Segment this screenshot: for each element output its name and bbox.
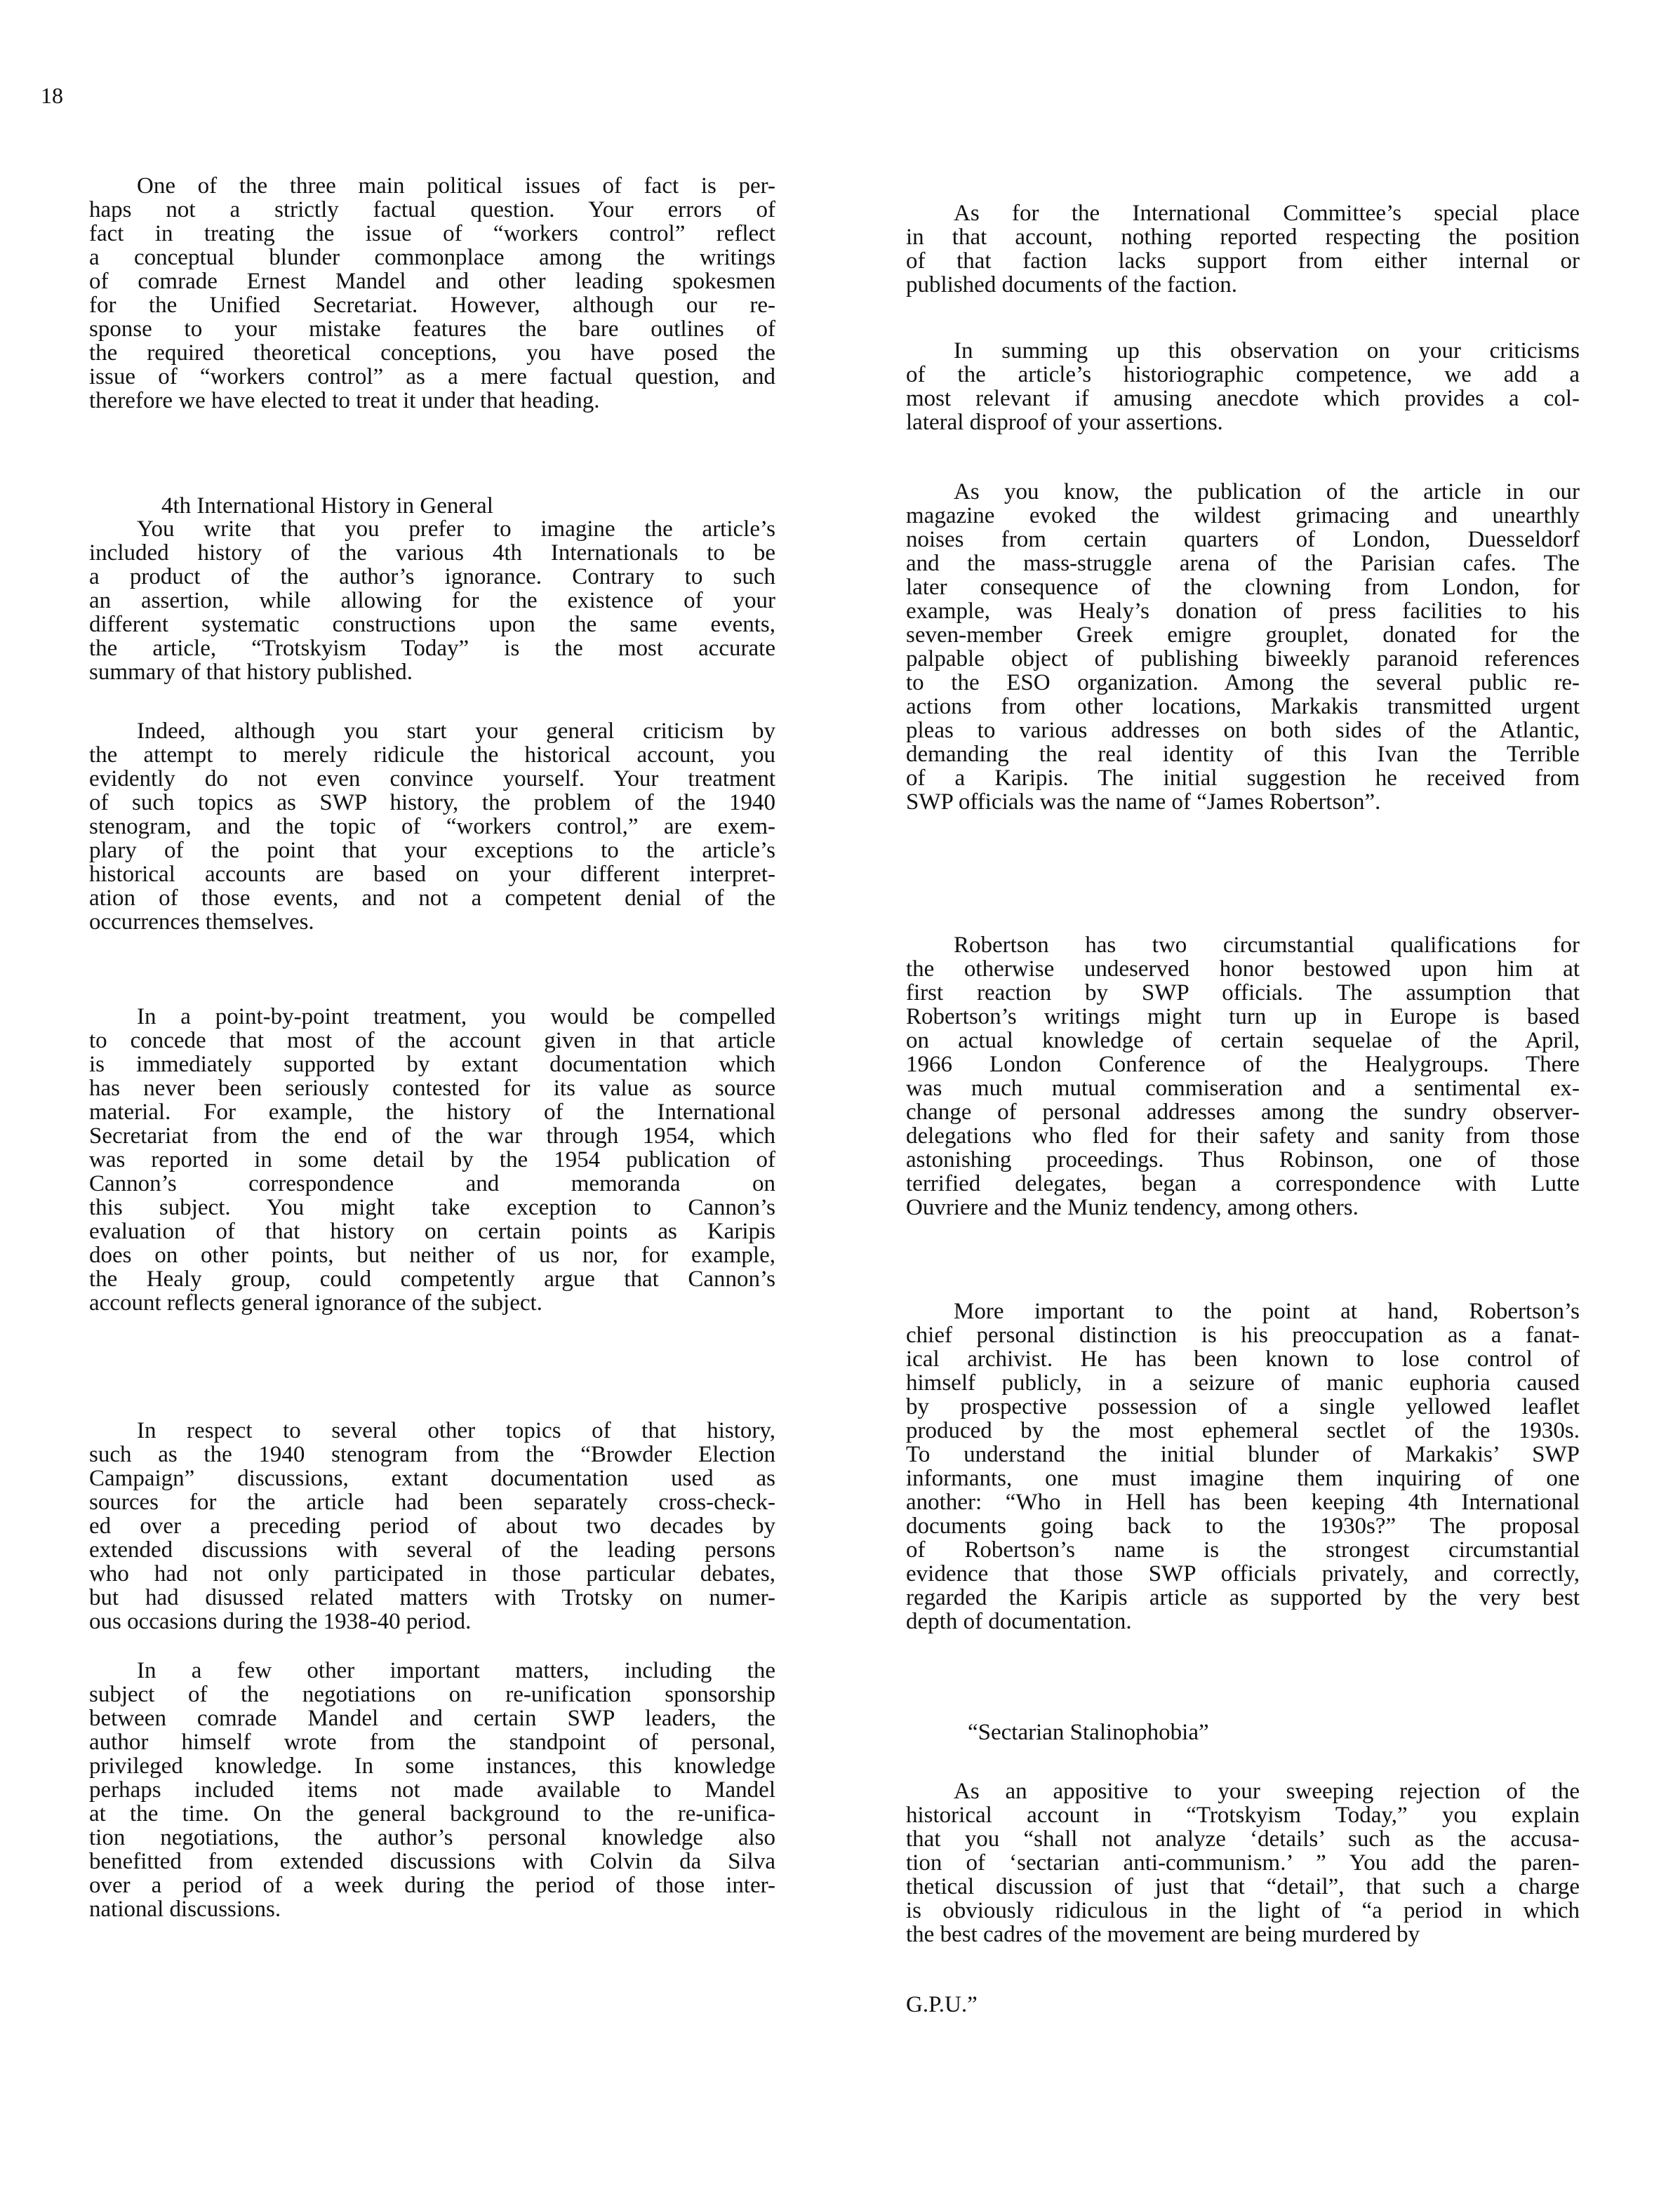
text-line: sources for the article had been separately cross-check- [89, 1490, 775, 1514]
text-line: plary of the point that your exceptions to the article’s [89, 838, 775, 862]
text-line: Ouvriere and the Muniz tendency, among others. [906, 1196, 1359, 1220]
text-line: In respect to several other topics of that history, [137, 1419, 775, 1443]
text-line: the required theoretical conceptions, you have posed the [89, 341, 775, 365]
text-line: over a period of a week during the period of those inter- [89, 1873, 775, 1897]
text-line: seven-member Greek emigre grouplet, donated for the [906, 623, 1580, 647]
text-line: of a Karipis. The initial suggestion he received from [906, 766, 1580, 790]
text-line: sponse to your mistake features the bare outlines of [89, 317, 775, 341]
text-line: Campaign” discussions, extant documentation used as [89, 1466, 775, 1490]
text-line: most relevant if amusing anecdote which provides a col- [906, 387, 1580, 410]
text-line: author himself wrote from the standpoint of personal, [89, 1730, 775, 1754]
text-line: As an appositive to your sweeping rejection of the [954, 1779, 1580, 1803]
text-line: to concede that most of the account given in that article [89, 1029, 775, 1053]
text-line: material. For example, the history of the International [89, 1100, 775, 1124]
text-line: on actual knowledge of certain sequelae of the April, [906, 1029, 1580, 1053]
text-line: palpable object of publishing biweekly paranoid references [906, 647, 1580, 671]
left-column-paragraph [89, 517, 775, 684]
text-line: later consequence of the clowning from London, for [906, 575, 1580, 599]
left-column-paragraph [89, 1419, 775, 1633]
text-line: fact in treating the issue of “workers control” reflect [89, 222, 775, 246]
text-line: In a few other important matters, including the [137, 1659, 775, 1683]
text-line: Robertson’s writings might turn up in Europe is based [906, 1005, 1580, 1029]
text-line: tion of ‘sectarian anti-communism.’ ” You add the paren- [906, 1851, 1580, 1875]
text-line: pleas to various addresses on both sides of the Atlantic, [906, 719, 1580, 742]
text-line: evidently do not even convince yourself. Your treatment [89, 767, 775, 791]
text-line: depth of documentation. [906, 1610, 1132, 1633]
text-line: chief personal distinction is his preoccupation as a fanat- [906, 1323, 1580, 1347]
text-line: regarded the Karipis article as supported by the very best [906, 1586, 1580, 1610]
text-line: benefitted from extended discussions with Colvin da Silva [89, 1850, 775, 1873]
text-line: change of personal addresses among the sundry observer- [906, 1100, 1580, 1124]
text-line: ation of those events, and not a competent denial of the [89, 886, 775, 910]
text-line: ous occasions during the 1938-40 period. [89, 1610, 472, 1633]
page-number: 18 [41, 83, 63, 108]
text-line: who had not only participated in those particular debates, [89, 1562, 775, 1586]
text-line: is obviously ridiculous in the light of “a period in which [906, 1899, 1580, 1923]
right-column-paragraph [906, 480, 1580, 814]
text-line: 1966 London Conference of the Healygroups. There [906, 1053, 1580, 1076]
text-line: evaluation of that history on certain points as Karipis [89, 1220, 775, 1243]
text-line: ed over a preceding period of about two decades by [89, 1514, 775, 1538]
text-line: delegations who fled for their safety and sanity from those [906, 1124, 1580, 1148]
text-line: at the time. On the general background to the re-unifica- [89, 1802, 775, 1826]
text-line: of comrade Ernest Mandel and other leading spokesmen [89, 269, 775, 293]
text-line: an assertion, while allowing for the existence of your [89, 589, 775, 613]
text-line: for the Unified Secretariat. However, although our re- [89, 293, 775, 317]
text-line: in that account, nothing reported respecting the position [906, 225, 1580, 249]
text-line: account reflects general ignorance of the subject. [89, 1291, 542, 1315]
text-line: that you “shall not analyze ‘details’ such as the accusa- [906, 1827, 1580, 1851]
right-column-paragraph [906, 1299, 1580, 1633]
right-column-paragraph [906, 933, 1580, 1220]
text-line: this subject. You might take exception to Cannon’s [89, 1196, 775, 1220]
text-line: of such topics as SWP history, the problem of the 1940 [89, 791, 775, 815]
text-line: noises from certain quarters of London, Duesseldorf [906, 528, 1580, 552]
text-line: As you know, the publication of the article in our [954, 480, 1580, 504]
text-line: tion negotiations, the author’s personal knowledge also [89, 1826, 775, 1850]
text-line: occurrences themselves. [89, 910, 314, 934]
text-line: documents going back to the 1930s?” The proposal [906, 1514, 1580, 1538]
text-line: by prospective possession of a single yellowed leaflet [906, 1395, 1580, 1419]
text-line: is immediately supported by extant documentation which [89, 1053, 775, 1076]
text-line: a product of the author’s ignorance. Contrary to such [89, 565, 775, 589]
text-line: perhaps included items not made available to Mandel [89, 1778, 775, 1802]
text-line: magazine evoked the wildest grimacing and unearthly [906, 504, 1580, 528]
text-line: lateral disproof of your assertions. [906, 410, 1223, 434]
text-line: was reported in some detail by the 1954 publication of [89, 1148, 775, 1172]
text-line: issue of “workers control” as a mere factual question, and [89, 365, 775, 389]
text-line: published documents of the faction. [906, 273, 1237, 297]
text-line: has never been seriously contested for its value as source [89, 1076, 775, 1100]
text-line: himself publicly, in a seizure of manic euphoria caused [906, 1371, 1580, 1395]
text-line: ical archivist. He has been known to lose control of [906, 1347, 1580, 1371]
text-line: of Robertson’s name is the strongest circumstantial [906, 1538, 1580, 1562]
text-line: summary of that history published. [89, 660, 413, 684]
text-line: Secretariat from the end of the war through 1954, which [89, 1124, 775, 1148]
text-line: produced by the most ephemeral sectlet of the 1930s. [906, 1419, 1580, 1443]
text-line: Robertson has two circumstantial qualifications for [954, 933, 1580, 957]
text-line: subject of the negotiations on re-unification sponsorship [89, 1683, 775, 1706]
text-line: One of the three main political issues of fact is per- [137, 174, 775, 198]
text-line: In summing up this observation on your criticisms [954, 339, 1580, 363]
text-line: extended discussions with several of the leading persons [89, 1538, 775, 1562]
text-line: included history of the various 4th Internationals to be [89, 541, 775, 565]
text-line: Cannon’s correspondence and memoranda on [89, 1172, 775, 1196]
text-line: example, was Healy’s donation of press facilities to his [906, 599, 1580, 623]
text-line: privileged knowledge. In some instances, this knowledge [89, 1754, 775, 1778]
text-line: historical account in “Trotskyism Today,” you explain [906, 1803, 1580, 1827]
left-column-paragraph [89, 1005, 775, 1315]
text-line: actions from other locations, Markakis transmitted urgent [906, 695, 1580, 719]
section-heading-sectarian-stalinophobia: “Sectarian Stalinophobia” [968, 1720, 1209, 1745]
text-line: such as the 1940 stenogram from the “Browder Election [89, 1443, 775, 1466]
text-line: More important to the point at hand, Robertson’s [954, 1299, 1580, 1323]
text-line: another: “Who in Hell has been keeping 4th International [906, 1490, 1580, 1514]
text-line: historical accounts are based on your different interpret- [89, 862, 775, 886]
text-line: terrified delegates, began a correspondence with Lutte [906, 1172, 1580, 1196]
text-line: In a point-by-point treatment, you would be compelled [137, 1005, 775, 1029]
text-line: the Healy group, could competently argue that Cannon’s [89, 1267, 775, 1291]
text-line: does on other points, but neither of us nor, for example, [89, 1243, 775, 1267]
closing-line: G.P.U.” [906, 1992, 978, 2017]
text-line: and the mass-struggle arena of the Parisian cafes. The [906, 552, 1580, 575]
text-line: To understand the initial blunder of Markakis’ SWP [906, 1443, 1580, 1466]
left-column-paragraph [89, 1659, 775, 1921]
text-line: of the article’s historiographic competence, we add a [906, 363, 1580, 387]
text-line: different systematic constructions upon the same events, [89, 613, 775, 636]
text-line: stenogram, and the topic of “workers control,” are exem- [89, 815, 775, 838]
text-line: You write that you prefer to imagine the article’s [137, 517, 775, 541]
text-line: was much mutual commiseration and a sentimental ex- [906, 1076, 1580, 1100]
text-line: astonishing proceedings. Thus Robinson, one of those [906, 1148, 1580, 1172]
text-line: As for the International Committee’s special place [954, 201, 1580, 225]
text-line: thetical discussion of just that “detail”, that such a charge [906, 1875, 1580, 1899]
left-column-paragraph [89, 174, 775, 413]
right-column-paragraph [906, 1779, 1580, 1946]
text-line: national discussions. [89, 1897, 281, 1921]
text-line: the article, “Trotskyism Today” is the most accurate [89, 636, 775, 660]
text-line: of that faction lacks support from either internal or [906, 249, 1580, 273]
text-line: to the ESO organization. Among the several public re- [906, 671, 1580, 695]
section-heading-4th-international-history: 4th International History in General [161, 493, 493, 519]
text-line: demanding the real identity of this Ivan the Terrible [906, 742, 1580, 766]
text-line: the best cadres of the movement are being murdered by [906, 1923, 1420, 1946]
text-line: the otherwise undeserved honor bestowed upon him at [906, 957, 1580, 981]
left-column-paragraph [89, 719, 775, 934]
text-line: therefore we have elected to treat it under that heading. [89, 389, 600, 413]
right-column-paragraph [906, 201, 1580, 297]
text-line: evidence that those SWP officials privately, and correctly, [906, 1562, 1580, 1586]
text-line: SWP officials was the name of “James Robertson”. [906, 790, 1381, 814]
text-line: the attempt to merely ridicule the historical account, you [89, 743, 775, 767]
text-line: between comrade Mandel and certain SWP leaders, the [89, 1706, 775, 1730]
text-line: a conceptual blunder commonplace among the writings [89, 246, 775, 269]
text-line: Indeed, although you start your general criticism by [137, 719, 775, 743]
text-line: but had disussed related matters with Trotsky on numer- [89, 1586, 775, 1610]
text-line: first reaction by SWP officials. The assumption that [906, 981, 1580, 1005]
right-column-paragraph [906, 339, 1580, 434]
text-line: haps not a strictly factual question. Your errors of [89, 198, 775, 222]
text-line: informants, one must imagine them inquiring of one [906, 1466, 1580, 1490]
